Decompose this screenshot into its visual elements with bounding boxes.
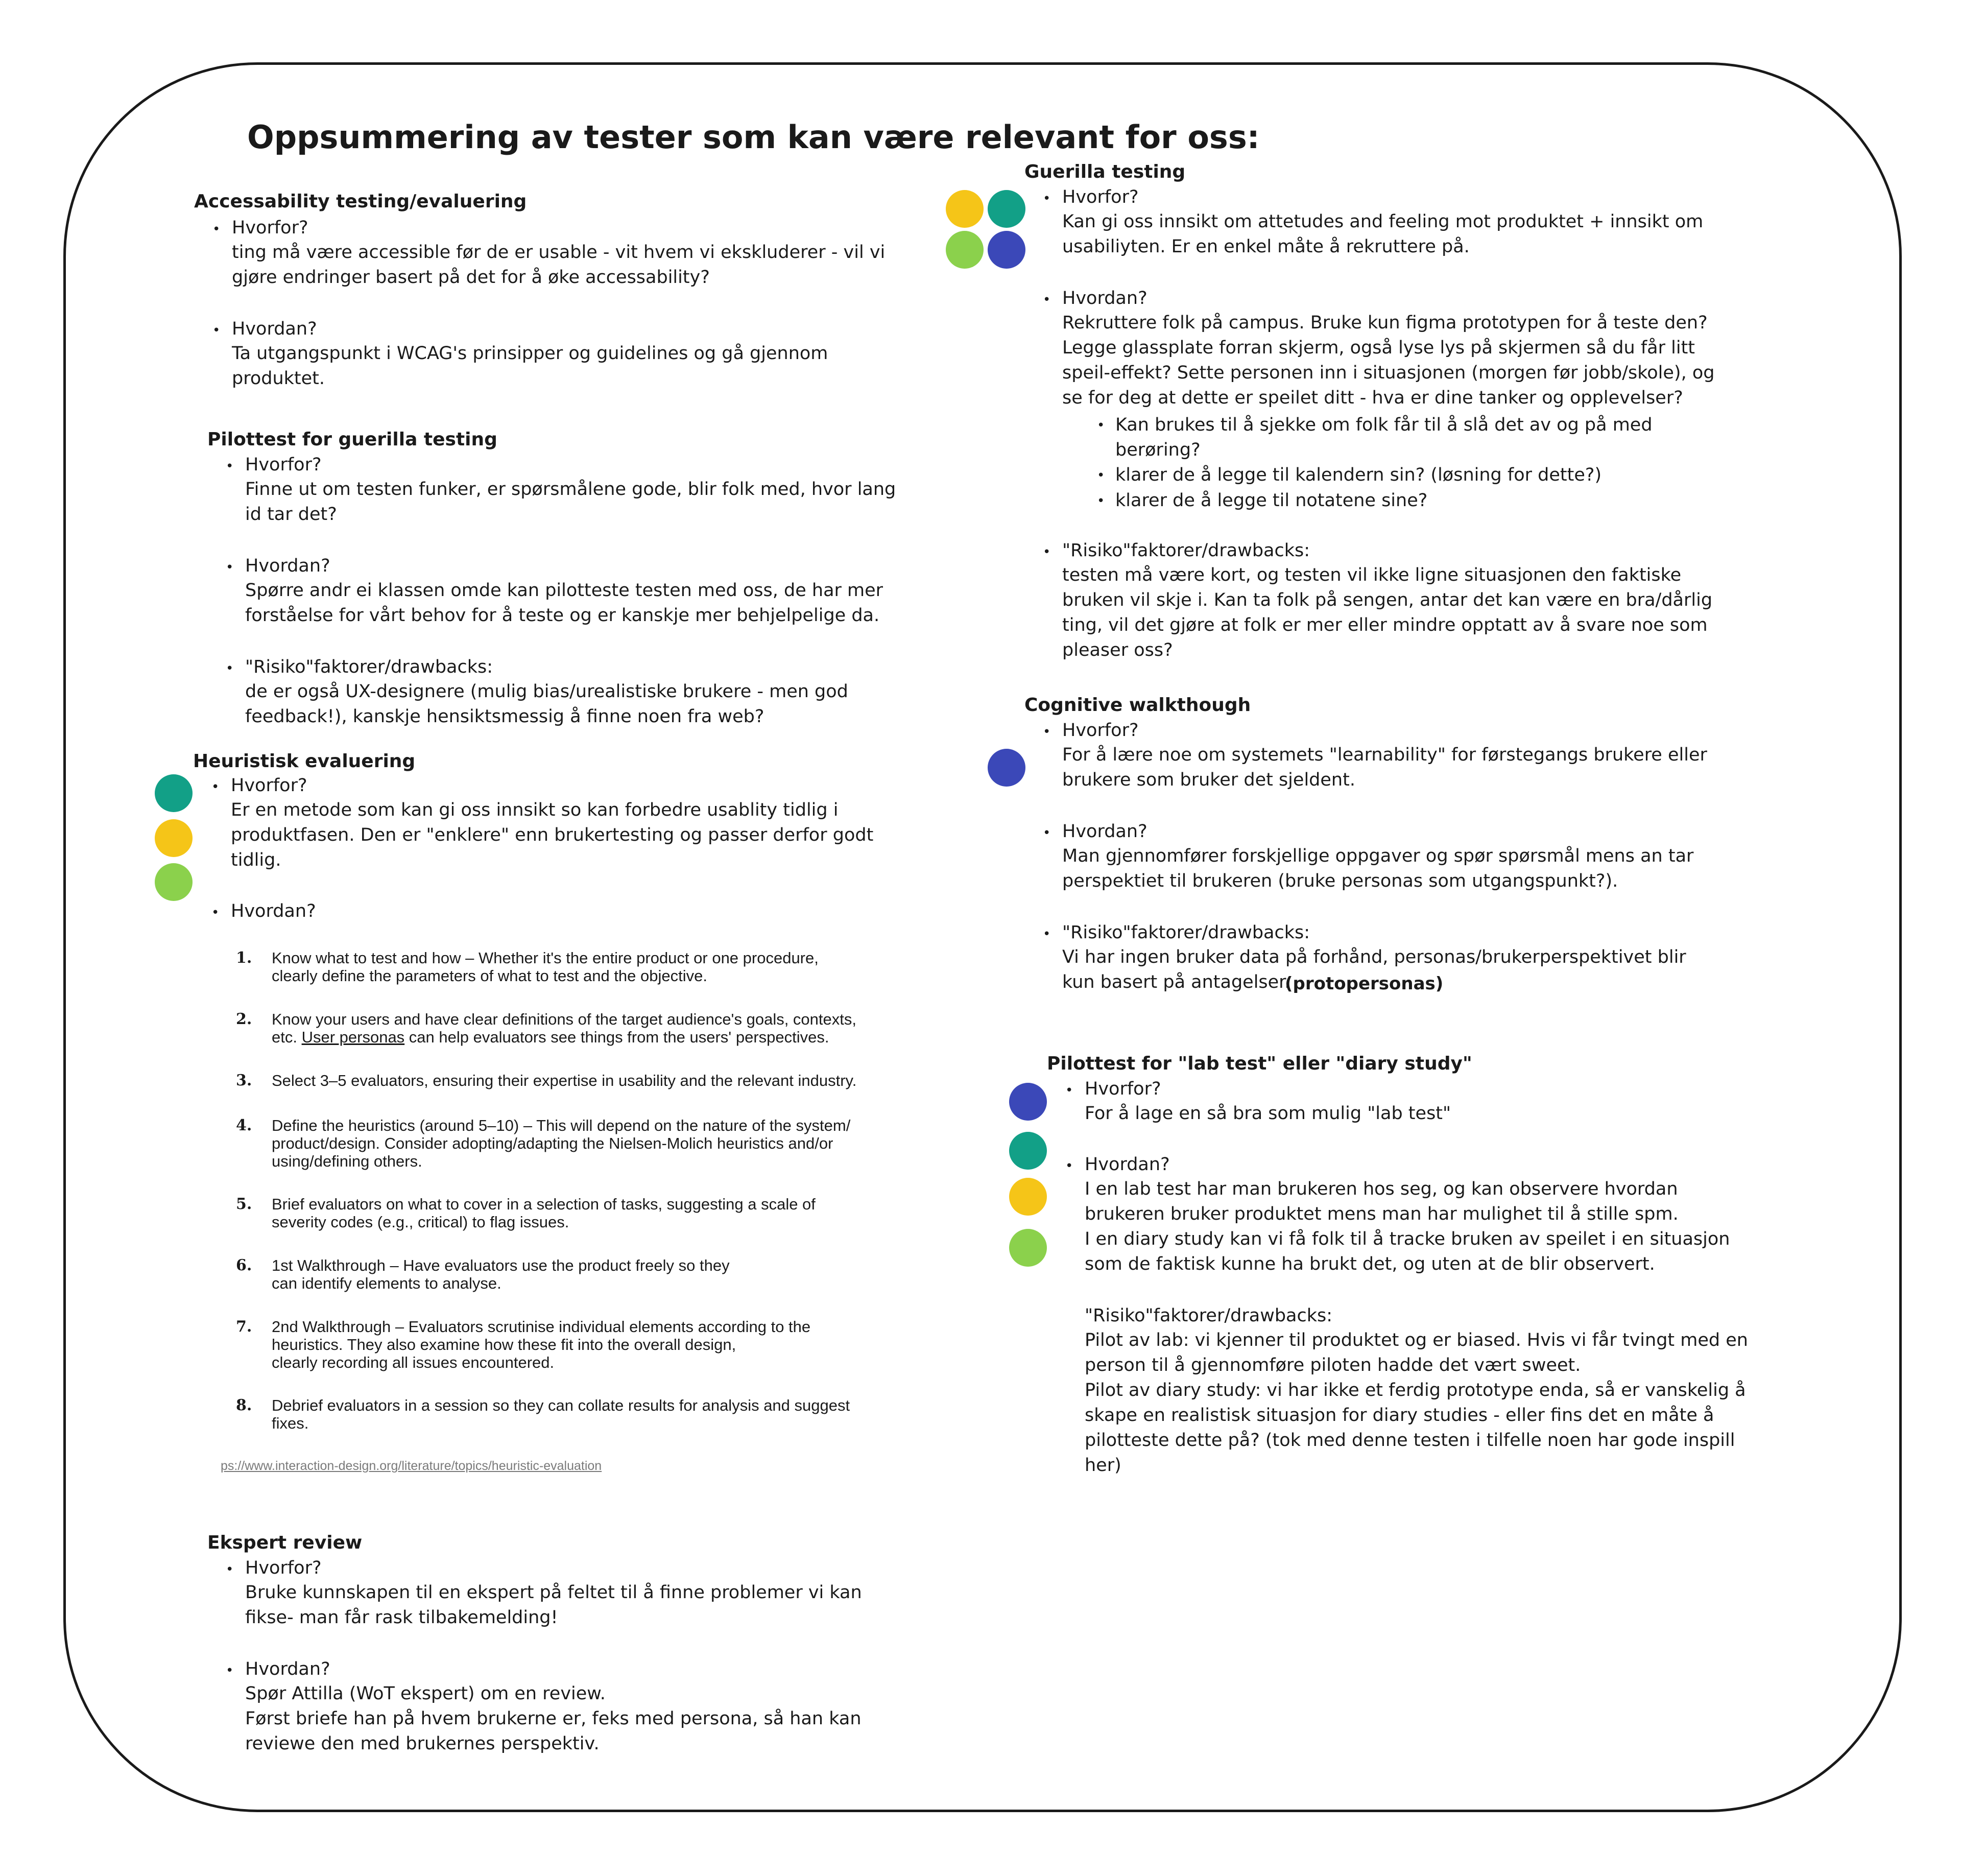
bullet: • — [1097, 418, 1105, 433]
bullet: • — [1043, 292, 1051, 307]
cognitive-how-text: Man gjennomfører forskjellige oppgaver og spør spørsmål mens an tar perspektiet til brukeren (bruke personas som utgangspunkt?). — [1062, 846, 1694, 891]
pilot-lab-why-text: For å lage en så bra som mulig "lab test" — [1085, 1103, 1451, 1124]
heuristic-how-label: Hvordan? — [231, 901, 316, 921]
guerilla-how-text: Rekruttere folk på campus. Bruke kun figma prototypen for å teste den? Legge glassplate forran skjerm, også lyse lys på skjermen så du får litt speil-effekt? Sette personen inn i situasjonen (morgen før jobb/skole), og se for deg at dette er speilet ditt - hva er dine tanker og opplevelser? — [1062, 313, 1715, 408]
pilot-guerilla-how-label: Hvordan? — [245, 556, 330, 576]
bullet: • — [1065, 1158, 1073, 1174]
step-text: Debrief evaluators in a session so they can collate results for analysis and suggest fixes. — [272, 1396, 850, 1432]
guerilla-sub-item: Kan brukes til å sjekke om folk får til å slå det av og på med berøring? — [1115, 415, 1653, 460]
pilot-lab-risk-text: Pilot av lab: vi kjenner til produktet og er biased. Hvis vi får tvingt med en person til å gjennomføre piloten hadde det vært sweet. Pilot av diary study: vi har ikke et ferdig prototype enda, så er vanskelig å skape en realistisk situasjon for diary studies - eller fins det en måte å pilotteste dette på? (tok med denne testen i tilfelle noen har gode inspill her) — [1085, 1330, 1748, 1476]
step-number: 2. — [236, 1010, 252, 1028]
teal-dot-icon — [155, 774, 193, 812]
bullet: • — [226, 1663, 234, 1678]
bullet: • — [211, 779, 220, 795]
accessibility-how-label: Hvordan? — [232, 319, 317, 339]
pilot-lab-why-label: Hvorfor? — [1085, 1079, 1161, 1099]
step-number: 6. — [236, 1256, 252, 1274]
step-number: 3. — [236, 1072, 252, 1089]
pilot-lab-heading: Pilottest for "lab test" eller "diary study" — [1047, 1053, 1472, 1074]
cognitive-why-label: Hvorfor? — [1062, 720, 1139, 741]
step-text: Define the heuristics (around 5–10) – This will depend on the nature of the system/ product/design. Consider adopting/adapting the Nielsen-Molich heuristics and/or using/defining others. — [272, 1117, 851, 1170]
heuristic-why-text: Er en metode som kan gi oss innsikt so kan forbedre usablity tidlig i produktfasen. Den er "enklere" enn brukertesting og passer derfor godt tidlig. — [231, 800, 874, 870]
green-dot-icon — [155, 863, 193, 901]
pilot-lab-how-label: Hvordan? — [1085, 1154, 1170, 1175]
blue-dot-icon — [1009, 1083, 1047, 1121]
heuristic-why-label: Hvorfor? — [231, 775, 307, 796]
expert-why-text: Bruke kunnskapen til en ekspert på feltet til å finne problemer vi kan fikse- man får rask tilbakemelding! — [245, 1582, 862, 1628]
page-title: Oppsummering av tester som kan være relevant for oss: — [247, 118, 1260, 156]
green-dot-icon — [1009, 1229, 1047, 1267]
guerilla-heading: Guerilla testing — [1024, 161, 1186, 182]
accessibility-why-label: Hvorfor? — [232, 218, 308, 238]
yellow-dot-icon — [155, 819, 193, 857]
pilot-guerilla-risk-label: "Risiko"faktorer/drawbacks: — [245, 657, 493, 677]
cognitive-heading: Cognitive walkthough — [1024, 695, 1251, 716]
blue-dot-icon — [988, 749, 1025, 787]
bullet: • — [226, 459, 234, 474]
bullet: • — [226, 560, 234, 575]
step-text: Select 3–5 evaluators, ensuring their expertise in usability and the relevant industry. — [272, 1072, 857, 1089]
accessibility-why-text: ting må være accessible før de er usable - vit hvem vi ekskluderer - vil vi gjøre endringer basert på det for å øke accessability? — [232, 242, 886, 288]
bullet: • — [1043, 191, 1051, 206]
pilot-guerilla-how-text: Spørre andr ei klassen omde kan pilotteste testen med oss, de har mer forståelse for vårt behov for å teste og er kanskje mer behjelpelige da. — [245, 580, 883, 626]
pilot-guerilla-why-label: Hvorfor? — [245, 455, 322, 475]
step-number: 5. — [236, 1195, 252, 1213]
step-text: 1st Walkthrough – Have evaluators use the product freely so they can identify elements to analyse. — [272, 1256, 730, 1292]
bullet: • — [226, 1562, 234, 1577]
bullet: • — [1043, 927, 1051, 942]
pilot-guerilla-risk-text: de er også UX-designere (mulig bias/urealistiske brukere - men god feedback!), kanskje hensiktsmessig å finne noen fra web? — [245, 681, 848, 727]
bullet: • — [1043, 544, 1051, 560]
step-text: Know what to test and how – Whether it's the entire product or one procedure, clearly define the parameters of what to test and the objective. — [272, 949, 819, 985]
pilot-lab-risk-label: "Risiko"faktorer/drawbacks: — [1085, 1305, 1333, 1326]
cognitive-risk-label: "Risiko"faktorer/drawbacks: — [1062, 922, 1310, 943]
bullet: • — [212, 323, 221, 338]
teal-dot-icon — [988, 190, 1025, 228]
cognitive-how-label: Hvordan? — [1062, 821, 1147, 842]
bullet: • — [226, 661, 234, 676]
blue-dot-icon — [988, 231, 1025, 269]
expert-how-label: Hvordan? — [245, 1659, 330, 1679]
guerilla-how-label: Hvordan? — [1062, 288, 1147, 308]
step-number: 1. — [236, 949, 252, 967]
pilot-guerilla-why-text: Finne ut om testen funker, er spørsmålene gode, blir folk med, hvor lang id tar det? — [245, 479, 896, 525]
cognitive-why-text: For å lære noe om systemets "learnability" for førstegangs brukere eller brukere som bruker det sjeldent. — [1062, 745, 1707, 790]
pilot-guerilla-heading: Pilottest for guerilla testing — [207, 429, 497, 450]
guerilla-why-label: Hvorfor? — [1062, 187, 1139, 207]
bullet: • — [1043, 724, 1051, 740]
user-personas-link[interactable]: User personas — [301, 1028, 405, 1046]
bullet: • — [212, 222, 221, 237]
step-text: Brief evaluators on what to cover in a selection of tasks, suggesting a scale of severity codes (e.g., critical) to flag issues. — [272, 1195, 816, 1231]
cognitive-risk-text: Vi har ingen bruker data på forhånd, personas/brukerperspektivet blir kun basert på antagelser. — [1062, 947, 1686, 992]
source-link[interactable]: ps://www.interaction-design.org/literature/topics/heuristic-evaluation — [221, 1459, 602, 1473]
expert-how-text: Spør Attilla (WoT ekspert) om en review. Først briefe han på hvem brukerne er, feks med persona, så han kan reviewe den med brukernes perspektiv. — [245, 1683, 862, 1754]
step-text: Know your users and have clear definitions of the target audience's goals, contexts, etc. User personas can help evaluators see things from the users' perspectives. — [272, 1010, 856, 1046]
yellow-dot-icon — [1009, 1178, 1047, 1216]
green-dot-icon — [946, 231, 984, 269]
guerilla-sub-item: klarer de å legge til notatene sine? — [1115, 490, 1428, 511]
pilot-lab-how-text: I en lab test har man brukeren hos seg, og kan observere hvordan brukeren bruker produktet mens man har mulighet til å stille spm. I en diary study kan vi få folk til å tracke bruken av speilet i en situasjon som de faktisk kunne ha brukt det, og uten at de blir observert. — [1085, 1179, 1730, 1274]
guerilla-sub-item: klarer de å legge til kalendern sin? (løsning for dette?) — [1115, 465, 1602, 485]
expert-heading: Ekspert review — [207, 1532, 363, 1553]
accessibility-heading: Accessability testing/evaluering — [194, 191, 527, 212]
step-number: 7. — [236, 1318, 252, 1336]
guerilla-why-text: Kan gi oss innsikt om attetudes and feeling mot produktet + innsikt om usabiliyten. Er en enkel måte å rekruttere på. — [1062, 211, 1704, 257]
protopersonas-note: (protopersonas) — [1285, 973, 1444, 994]
teal-dot-icon — [1009, 1132, 1047, 1170]
guerilla-risk-text: testen må være kort, og testen vil ikke ligne situasjonen den faktiske bruken vil skje i. Kan ta folk på sengen, antar det kan være en bra/dårlig ting, vil det gjøre at folk er mer eller mindre opptatt av å svare noe som pleaser oss? — [1062, 565, 1713, 660]
yellow-dot-icon — [946, 190, 984, 228]
bullet: • — [1065, 1083, 1073, 1098]
step-text: 2nd Walkthrough – Evaluators scrutinise individual elements according to the heuristics. They also examine how these fit into the overall design, clearly recording all issues encountered. — [272, 1318, 811, 1371]
accessibility-how-text: Ta utgangspunkt i WCAG's prinsipper og guidelines og gå gjennom produktet. — [232, 343, 828, 389]
bullet: • — [1043, 825, 1051, 841]
bullet: • — [1097, 468, 1105, 483]
bullet: • — [211, 905, 220, 920]
step-number: 4. — [236, 1117, 252, 1134]
guerilla-risk-label: "Risiko"faktorer/drawbacks: — [1062, 540, 1310, 561]
step-number: 8. — [236, 1396, 252, 1414]
bullet: • — [1097, 493, 1105, 509]
expert-why-label: Hvorfor? — [245, 1558, 322, 1578]
heuristic-heading: Heuristisk evaluering — [193, 751, 416, 772]
